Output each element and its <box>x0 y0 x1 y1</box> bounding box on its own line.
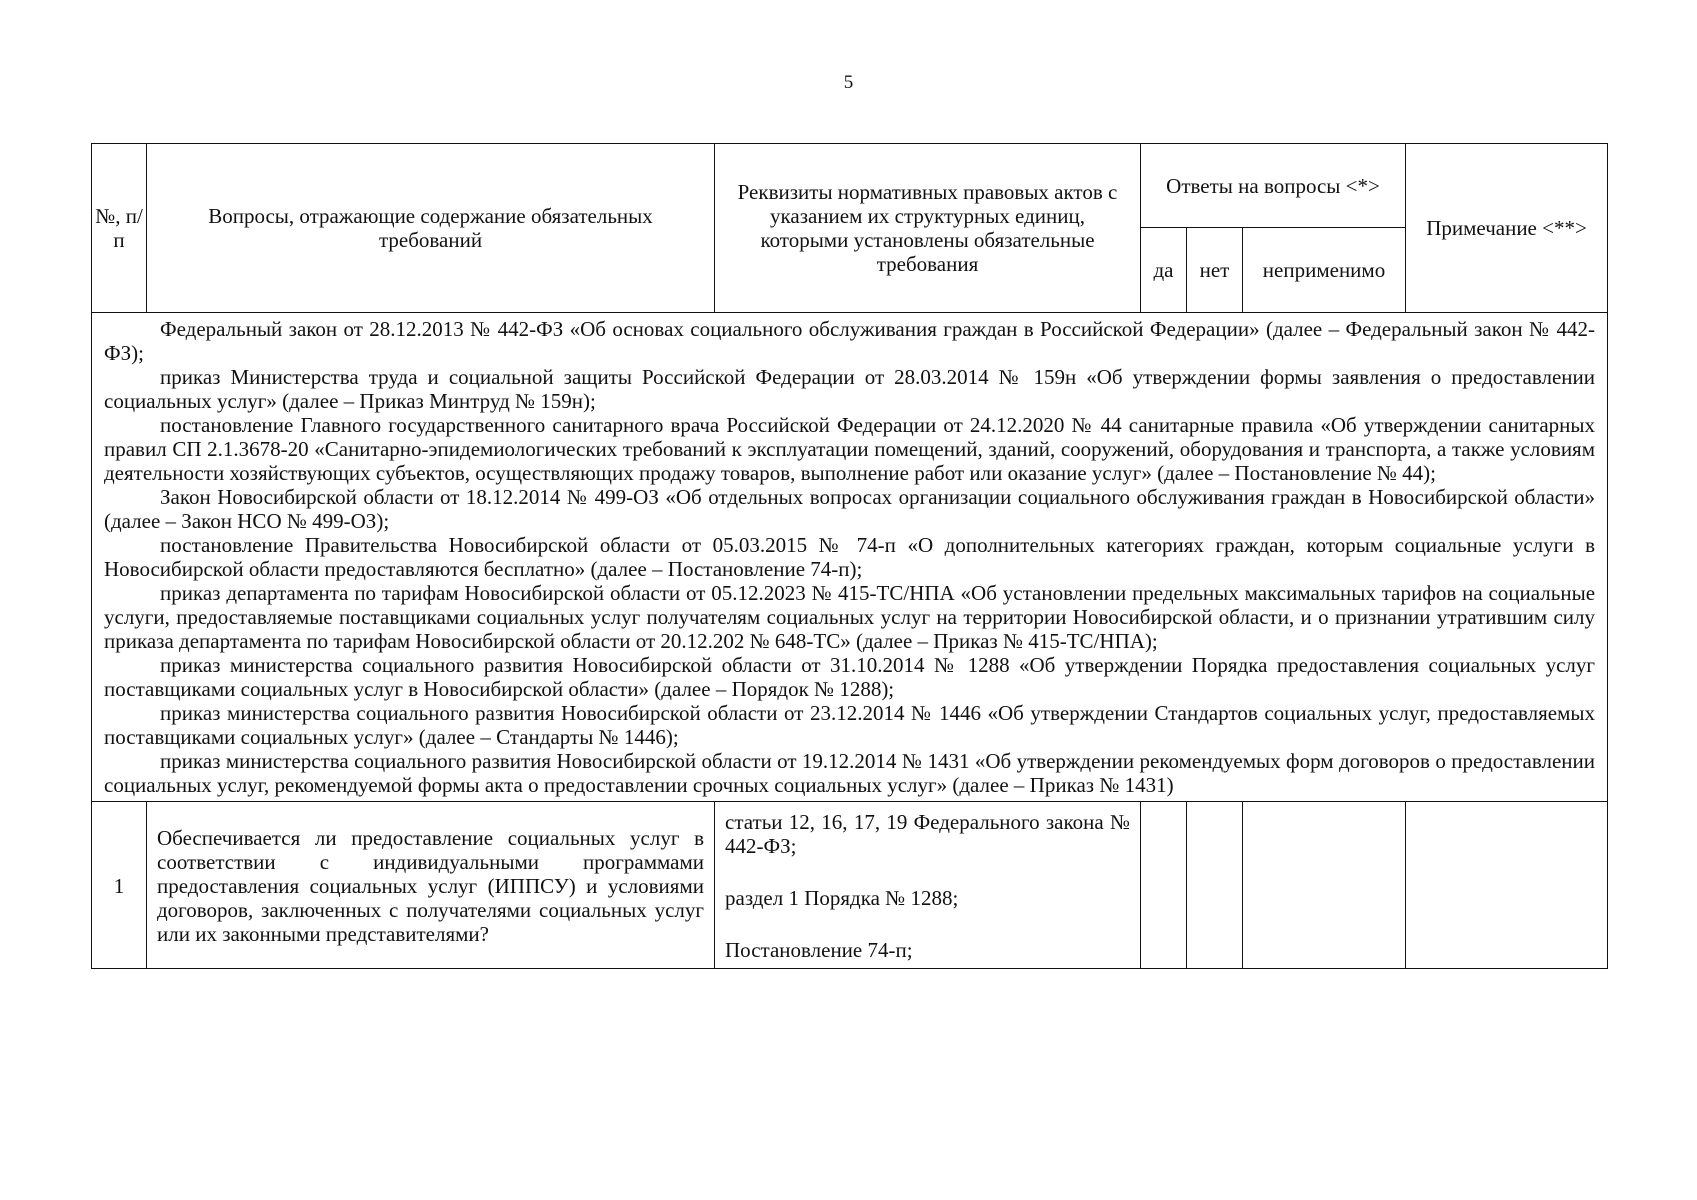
requisite-item: Постановление 74-п; <box>725 938 913 962</box>
intro-paragraph: приказ министерства социального развития Новосибирской области от 19.12.2014 № 1431 «Об утверждении рекомендуемых форм договоров о предоставлении социальных услуг, рекомендуемой формы акта о предоставлении срочных социальных услуг» (далее – Приказ № 1431) <box>104 749 1596 797</box>
header-note: Примечание <**> <box>1406 144 1608 313</box>
note-cell[interactable] <box>1406 802 1608 969</box>
header-no: нет <box>1187 228 1243 313</box>
header-requisites: Реквизиты нормативных правовых актов с указанием их структурных единиц, которыми установлены обязательные требования <box>715 144 1141 313</box>
answer-na-cell[interactable] <box>1243 802 1406 969</box>
requisite-item: раздел 1 Порядка № 1288; <box>725 886 959 910</box>
header-yes: да <box>1141 228 1187 313</box>
intro-paragraph: Федеральный закон от 28.12.2013 № 442-ФЗ «Об основах социального обслуживания граждан в Российской Федерации» (далее – Федеральный закон № 442-ФЗ); <box>104 317 1596 365</box>
table-row <box>92 802 1608 969</box>
intro-cell <box>92 313 1608 802</box>
row-question: Обеспечивается ли предоставление социальных услуг в соответствии с индивидуальными программами предоставления социальных услуг (ИППСУ) и условиями договоров, заключенных с получателями социальных услуг или их законными представителями? <box>147 802 715 969</box>
intro-row <box>92 313 1608 802</box>
header-answers: Ответы на вопросы <*> <box>1141 144 1406 228</box>
intro-paragraph: Закон Новосибирской области от 18.12.2014 № 499-ОЗ «Об отдельных вопросах организации социального обслуживания граждан в Новосибирской области» (далее – Закон НСО № 499-ОЗ); <box>104 485 1596 533</box>
answer-yes-cell[interactable] <box>1141 802 1187 969</box>
header-na: неприменимо <box>1243 228 1406 313</box>
intro-paragraph: приказ департамента по тарифам Новосибирской области от 05.12.2023 № 415-ТС/НПА «Об установлении предельных максимальных тарифов на социальные услуги, предоставляемые поставщиками социальных услуг получателям социальных услуг на территории Новосибирской области, и о признании утратившим силу приказа департамента по тарифам Новосибирской области от 20.12.202 № 648-ТС» (далее – Приказ № 415-ТС/НПА); <box>104 581 1596 653</box>
header-questions: Вопросы, отражающие содержание обязательных требований <box>147 144 715 313</box>
header-row-top <box>92 144 1608 228</box>
intro-paragraph: приказ Министерства труда и социальной защиты Российской Федерации от 28.03.2014 № 159н «Об утверждении формы заявления о предоставлении социальных услуг» (далее – Приказ Минтруд № 159н); <box>104 365 1596 413</box>
intro-paragraph: приказ министерства социального развития Новосибирской области от 23.12.2014 № 1446 «Об утверждении Стандартов социальных услуг, предоставляемых поставщиками социальных услуг» (далее – Стандарты № 1446); <box>104 701 1596 749</box>
row-requisites <box>715 802 1141 969</box>
row-number: 1 <box>92 802 147 969</box>
intro-paragraph: постановление Правительства Новосибирской области от 05.03.2015 № 74-п «О дополнительных категориях граждан, которым социальные услуги в Новосибирской области предоставляются бесплатно» (далее – Постановление 74-п); <box>104 533 1596 581</box>
page-number: 5 <box>843 72 854 93</box>
header-num: №, п/п <box>92 144 147 313</box>
checklist-table <box>91 143 1608 969</box>
answer-no-cell[interactable] <box>1187 802 1243 969</box>
requisite-item: статьи 12, 16, 17, 19 Федерального закона № 442-ФЗ; <box>725 810 1130 858</box>
intro-paragraph: постановление Главного государственного санитарного врача Российской Федерации от 24.12.2020 № 44 санитарные правила «Об утверждении санитарных правил СП 2.1.3678-20 «Санитарно-эпидемиологических требований к эксплуатации помещений, зданий, сооружений, оборудования и транспорта, а также условиям деятельности хозяйствующих субъектов, осуществляющих продажу товаров, выполнение работ или оказание услуг» (далее – Постановление № 44); <box>104 413 1596 485</box>
intro-paragraph: приказ министерства социального развития Новосибирской области от 31.10.2014 № 1288 «Об утверждении Порядка предоставления социальных услуг поставщиками социальных услуг в Новосибирской области» (далее – Порядок № 1288); <box>104 653 1596 701</box>
